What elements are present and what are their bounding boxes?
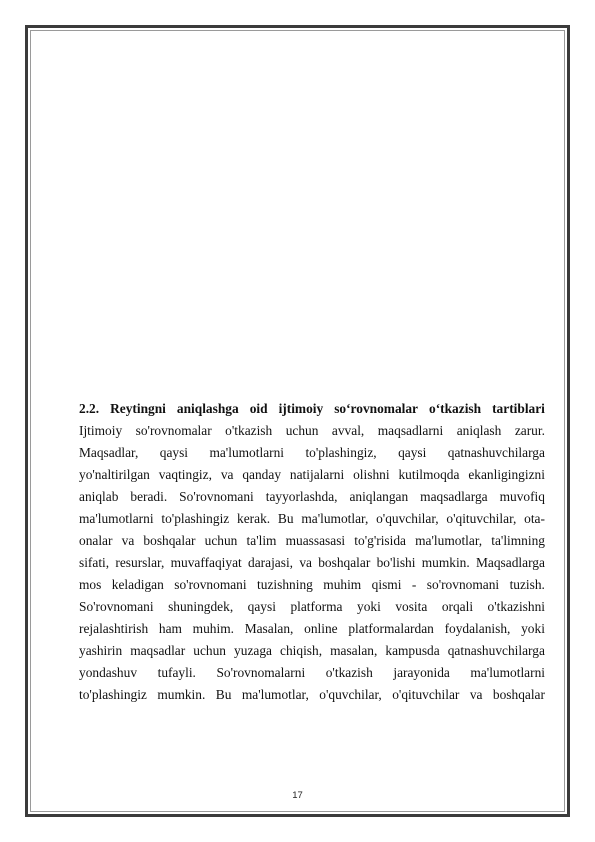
word: ma'lumotlarni — [470, 665, 545, 680]
word: o'tkazish — [225, 423, 273, 438]
word: So'rovnomani — [179, 489, 254, 504]
word: qismi — [371, 577, 402, 592]
word: so‘rovnomalar — [334, 401, 418, 416]
word: kutilmoqda — [398, 467, 460, 482]
word: to'plashingiz, — [305, 445, 377, 460]
word: muvaffaqiyat — [170, 555, 242, 570]
paragraph-line — [79, 574, 545, 596]
word: mos — [79, 577, 102, 592]
paragraph-line — [79, 662, 545, 684]
word: online — [304, 621, 338, 636]
word: Maqsadlarga — [476, 555, 545, 570]
word: shuningdek, — [168, 599, 234, 614]
word: masalan, — [330, 643, 378, 658]
word: va — [469, 687, 483, 702]
word: zarur. — [514, 423, 545, 438]
word: Ijtimoiy — [79, 423, 123, 438]
word: boshqalar — [143, 533, 196, 548]
word: yondashuv — [79, 665, 138, 680]
paragraph-line — [79, 420, 545, 442]
word: jarayonida — [393, 665, 450, 680]
word: - — [411, 577, 417, 592]
word: uchun — [285, 423, 319, 438]
word: beradi. — [130, 489, 168, 504]
paragraph-line — [79, 640, 545, 662]
word: rejalashtirish — [79, 621, 149, 636]
word: muhim. — [192, 621, 234, 636]
word: so'rovnomalar — [135, 423, 212, 438]
paragraph-line — [79, 596, 545, 618]
word: yo'naltirilgan — [79, 467, 150, 482]
word: sifati, — [79, 555, 110, 570]
word: oid — [249, 401, 268, 416]
word: tufayli. — [157, 665, 196, 680]
word: yashirin — [79, 643, 123, 658]
page-content — [79, 398, 545, 706]
word: tuzishning — [257, 577, 313, 592]
paragraph-line — [79, 486, 545, 508]
word: mumkin. — [421, 555, 470, 570]
word: ekanligingizni — [468, 467, 545, 482]
word: ma'lumotlarni — [209, 445, 285, 460]
word: 2.2. — [79, 401, 100, 416]
word: olishni — [353, 467, 390, 482]
word: avval, — [331, 423, 365, 438]
word: to'g'risida — [354, 533, 406, 548]
word: onalar — [79, 533, 113, 548]
word: ma'lumotlar, — [301, 511, 369, 526]
word: qaysi — [159, 445, 189, 460]
word: o‘tkazish — [429, 401, 482, 416]
word: aniqlashga — [176, 401, 239, 416]
word: uchun — [193, 643, 226, 658]
word: tartiblari — [492, 401, 545, 416]
word: ma'lumotlarni — [79, 511, 154, 526]
word: Bu — [277, 511, 294, 526]
word: So'rovnomani — [79, 599, 154, 614]
word: platformalardan — [348, 621, 434, 636]
word: o'qituvchilar, — [446, 511, 517, 526]
word: ta'lim — [246, 533, 277, 548]
word: maqsadlarga — [420, 489, 488, 504]
word: boshqalar — [492, 687, 545, 702]
word: Masalan, — [244, 621, 294, 636]
word: so'rovnomani — [426, 577, 500, 592]
word: keladigan — [111, 577, 164, 592]
word: yoki — [357, 599, 381, 614]
word: resurslar, — [115, 555, 165, 570]
word: ota- — [524, 511, 545, 526]
page-number: 17 — [292, 790, 303, 801]
word: chiqish, — [280, 643, 323, 658]
word: vaqtingiz, — [158, 467, 212, 482]
word: Bu — [215, 687, 232, 702]
word: va — [121, 533, 135, 548]
word: platforma — [290, 599, 343, 614]
word: orqali — [441, 599, 474, 614]
word: muvofiq — [499, 489, 545, 504]
word: ijtimoiy — [278, 401, 324, 416]
word: muassasasi — [285, 533, 346, 548]
word: tuzish. — [509, 577, 545, 592]
word: aniqlash — [456, 423, 502, 438]
word: natijalarni — [289, 467, 345, 482]
paragraph-line — [79, 552, 545, 574]
word: Reytingni — [110, 401, 166, 416]
word: to'plashingiz — [79, 687, 147, 702]
word: qaysi — [247, 599, 276, 614]
word: bo'lishi — [376, 555, 416, 570]
word: So'rovnomalarni — [216, 665, 306, 680]
word: Maqsadlar, — [79, 445, 139, 460]
word: o'quvchilar, — [376, 511, 439, 526]
paragraph-line — [79, 508, 545, 530]
word: uchun — [204, 533, 238, 548]
section-heading — [79, 398, 545, 420]
word: to'plashingiz — [161, 511, 230, 526]
word: yoki — [521, 621, 545, 636]
paragraph-line — [79, 530, 545, 552]
paragraph-line — [79, 442, 545, 464]
word: maqsadlarni — [377, 423, 444, 438]
word: va — [220, 467, 234, 482]
word: ham — [158, 621, 182, 636]
word: darajasi, — [248, 555, 294, 570]
word: qatnashuvchilarga — [447, 643, 545, 658]
word: muhim — [323, 577, 362, 592]
word: qanday — [242, 467, 282, 482]
word: o'qituvchilar — [392, 687, 460, 702]
word: kerak. — [237, 511, 271, 526]
word: ta'limning — [491, 533, 545, 548]
paragraph-line — [79, 618, 545, 640]
word: maqsadlar — [130, 643, 186, 658]
word: kampusda — [385, 643, 440, 658]
word: yuzaga — [234, 643, 272, 658]
word: aniqlangan — [349, 489, 409, 504]
word: qatnashuvchilarga — [447, 445, 545, 460]
word: aniqlab — [79, 489, 119, 504]
word: ma'lumotlar, — [415, 533, 483, 548]
word: vosita — [395, 599, 428, 614]
word: qaysi — [398, 445, 427, 460]
word: tayyorlashda, — [265, 489, 338, 504]
word: mumkin. — [157, 687, 206, 702]
word: o'tkazishni — [487, 599, 545, 614]
paragraph-line — [79, 464, 545, 486]
word: so'rovnomani — [174, 577, 247, 592]
word: ma'lumotlar, — [241, 687, 309, 702]
word: o'quvchilar, — [319, 687, 382, 702]
paragraph-line — [79, 684, 545, 706]
word: va — [299, 555, 312, 570]
word: boshqalar — [318, 555, 371, 570]
word: o'tkazish — [325, 665, 373, 680]
word: foydalanish, — [444, 621, 511, 636]
